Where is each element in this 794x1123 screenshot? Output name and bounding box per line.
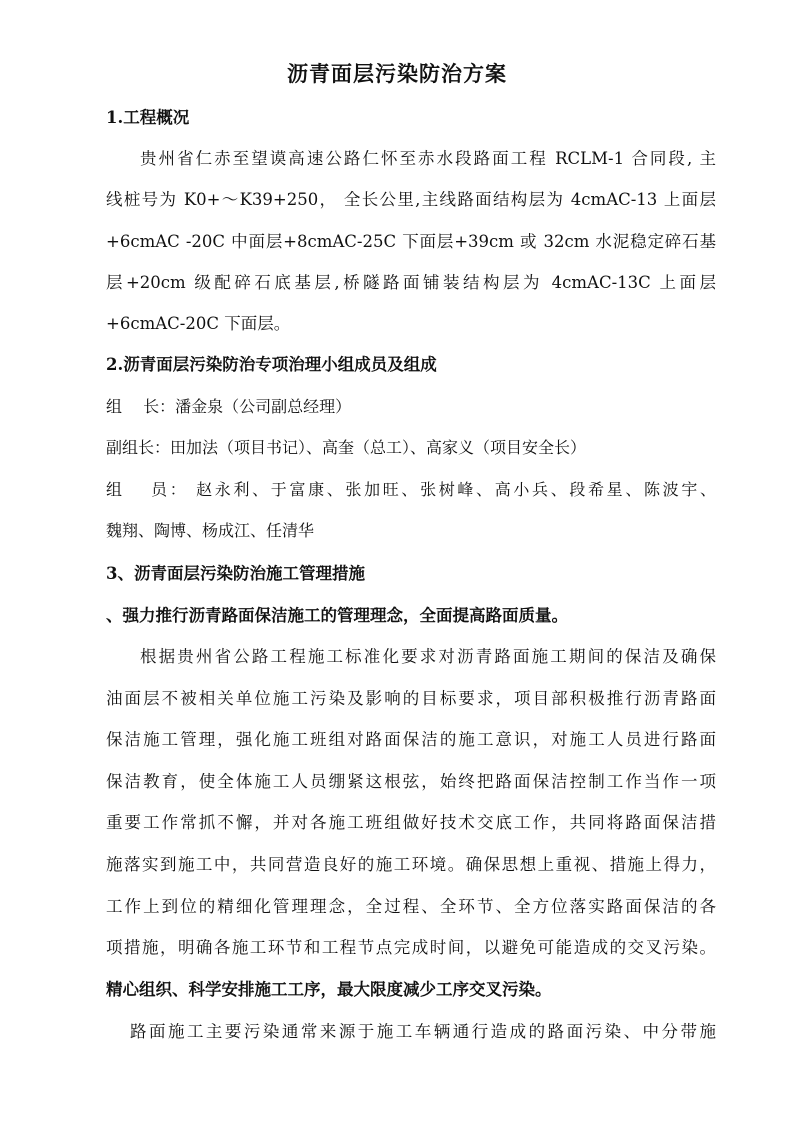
section1-line-2: 线桩号为 K0+～K39+250， 全长公里,主线路面结构层为 4cmAC-13 上面层 xyxy=(106,190,716,209)
section3-heading: 3、沥青面层污染防治施工管理措施 xyxy=(106,564,365,583)
section2-members-2: 魏翔、陶博、杨成江、任清华 xyxy=(106,521,315,540)
section1-line-5: +6cmAC-20C 下面层。 xyxy=(106,314,291,333)
section3-last-line: 路面施工主要污染通常来源于施工车辆通行造成的路面污染、中分带施 xyxy=(130,1022,716,1041)
section1-line-4: 层+20cm 级配碎石底基层,桥隧路面铺装结构层为 4cmAC-13C 上面层 xyxy=(106,273,716,292)
section3-subheading-2: 精心组织、科学安排施工工序，最大限度减少工序交叉污染。 xyxy=(106,980,552,999)
section3-subheading-1: 、强力推行沥青路面保洁施工的管理理念，全面提高路面质量。 xyxy=(106,606,568,625)
section3-line-6: 施落实到施工中，共同营造良好的施工环境。确保思想上重视、措施上得力， xyxy=(106,855,716,874)
section3-line-7: 工作上到位的精细化管理理念，全过程、全环节、全方位落实路面保洁的各 xyxy=(106,897,716,916)
section3-line-3: 保洁施工管理，强化施工班组对路面保洁的施工意识，对施工人员进行路面 xyxy=(106,730,716,749)
section3-line-5: 重要工作常抓不懈，并对各施工班组做好技术交底工作，共同将路面保洁措 xyxy=(106,813,716,832)
section1-line-1: 贵州省仁赤至望谟高速公路仁怀至赤水段路面工程 RCLM-1 合同段, 主 xyxy=(140,149,716,168)
section2-deputies: 副组长：田加法（项目书记）、高奎（总工）、高家义（项目安全长） xyxy=(106,438,587,457)
section1-line-3: +6cmAC -20C 中面层+8cmAC-25C 下面层+39cm 或 32cm 水泥稳定碎石基 xyxy=(106,232,716,251)
section2-members-1: 组 员： 赵永利、于富康、张加旺、张树峰、高小兵、段希星、陈波宇、 xyxy=(106,480,716,499)
section3-line-2: 油面层不被相关单位施工污染及影响的目标要求，项目部积极推行沥青路面 xyxy=(106,689,716,708)
section2-heading: 2.沥青面层污染防治专项治理小组成员及组成 xyxy=(106,355,437,374)
section2-leader: 组 长：潘金泉（公司副总经理） xyxy=(106,397,352,416)
section3-line-8: 项措施，明确各施工环节和工程节点完成时间，以避免可能造成的交叉污染。 xyxy=(106,938,716,957)
section3-line-4: 保洁教育，使全体施工人员绷紧这根弦，始终把路面保洁控制工作当作一项 xyxy=(106,772,716,791)
section3-line-1: 根据贵州省公路工程施工标准化要求对沥青路面施工期间的保洁及确保 xyxy=(140,647,716,666)
document-title: 沥青面层污染防治方案 xyxy=(287,61,507,86)
section1-heading: 1.工程概况 xyxy=(106,108,190,127)
